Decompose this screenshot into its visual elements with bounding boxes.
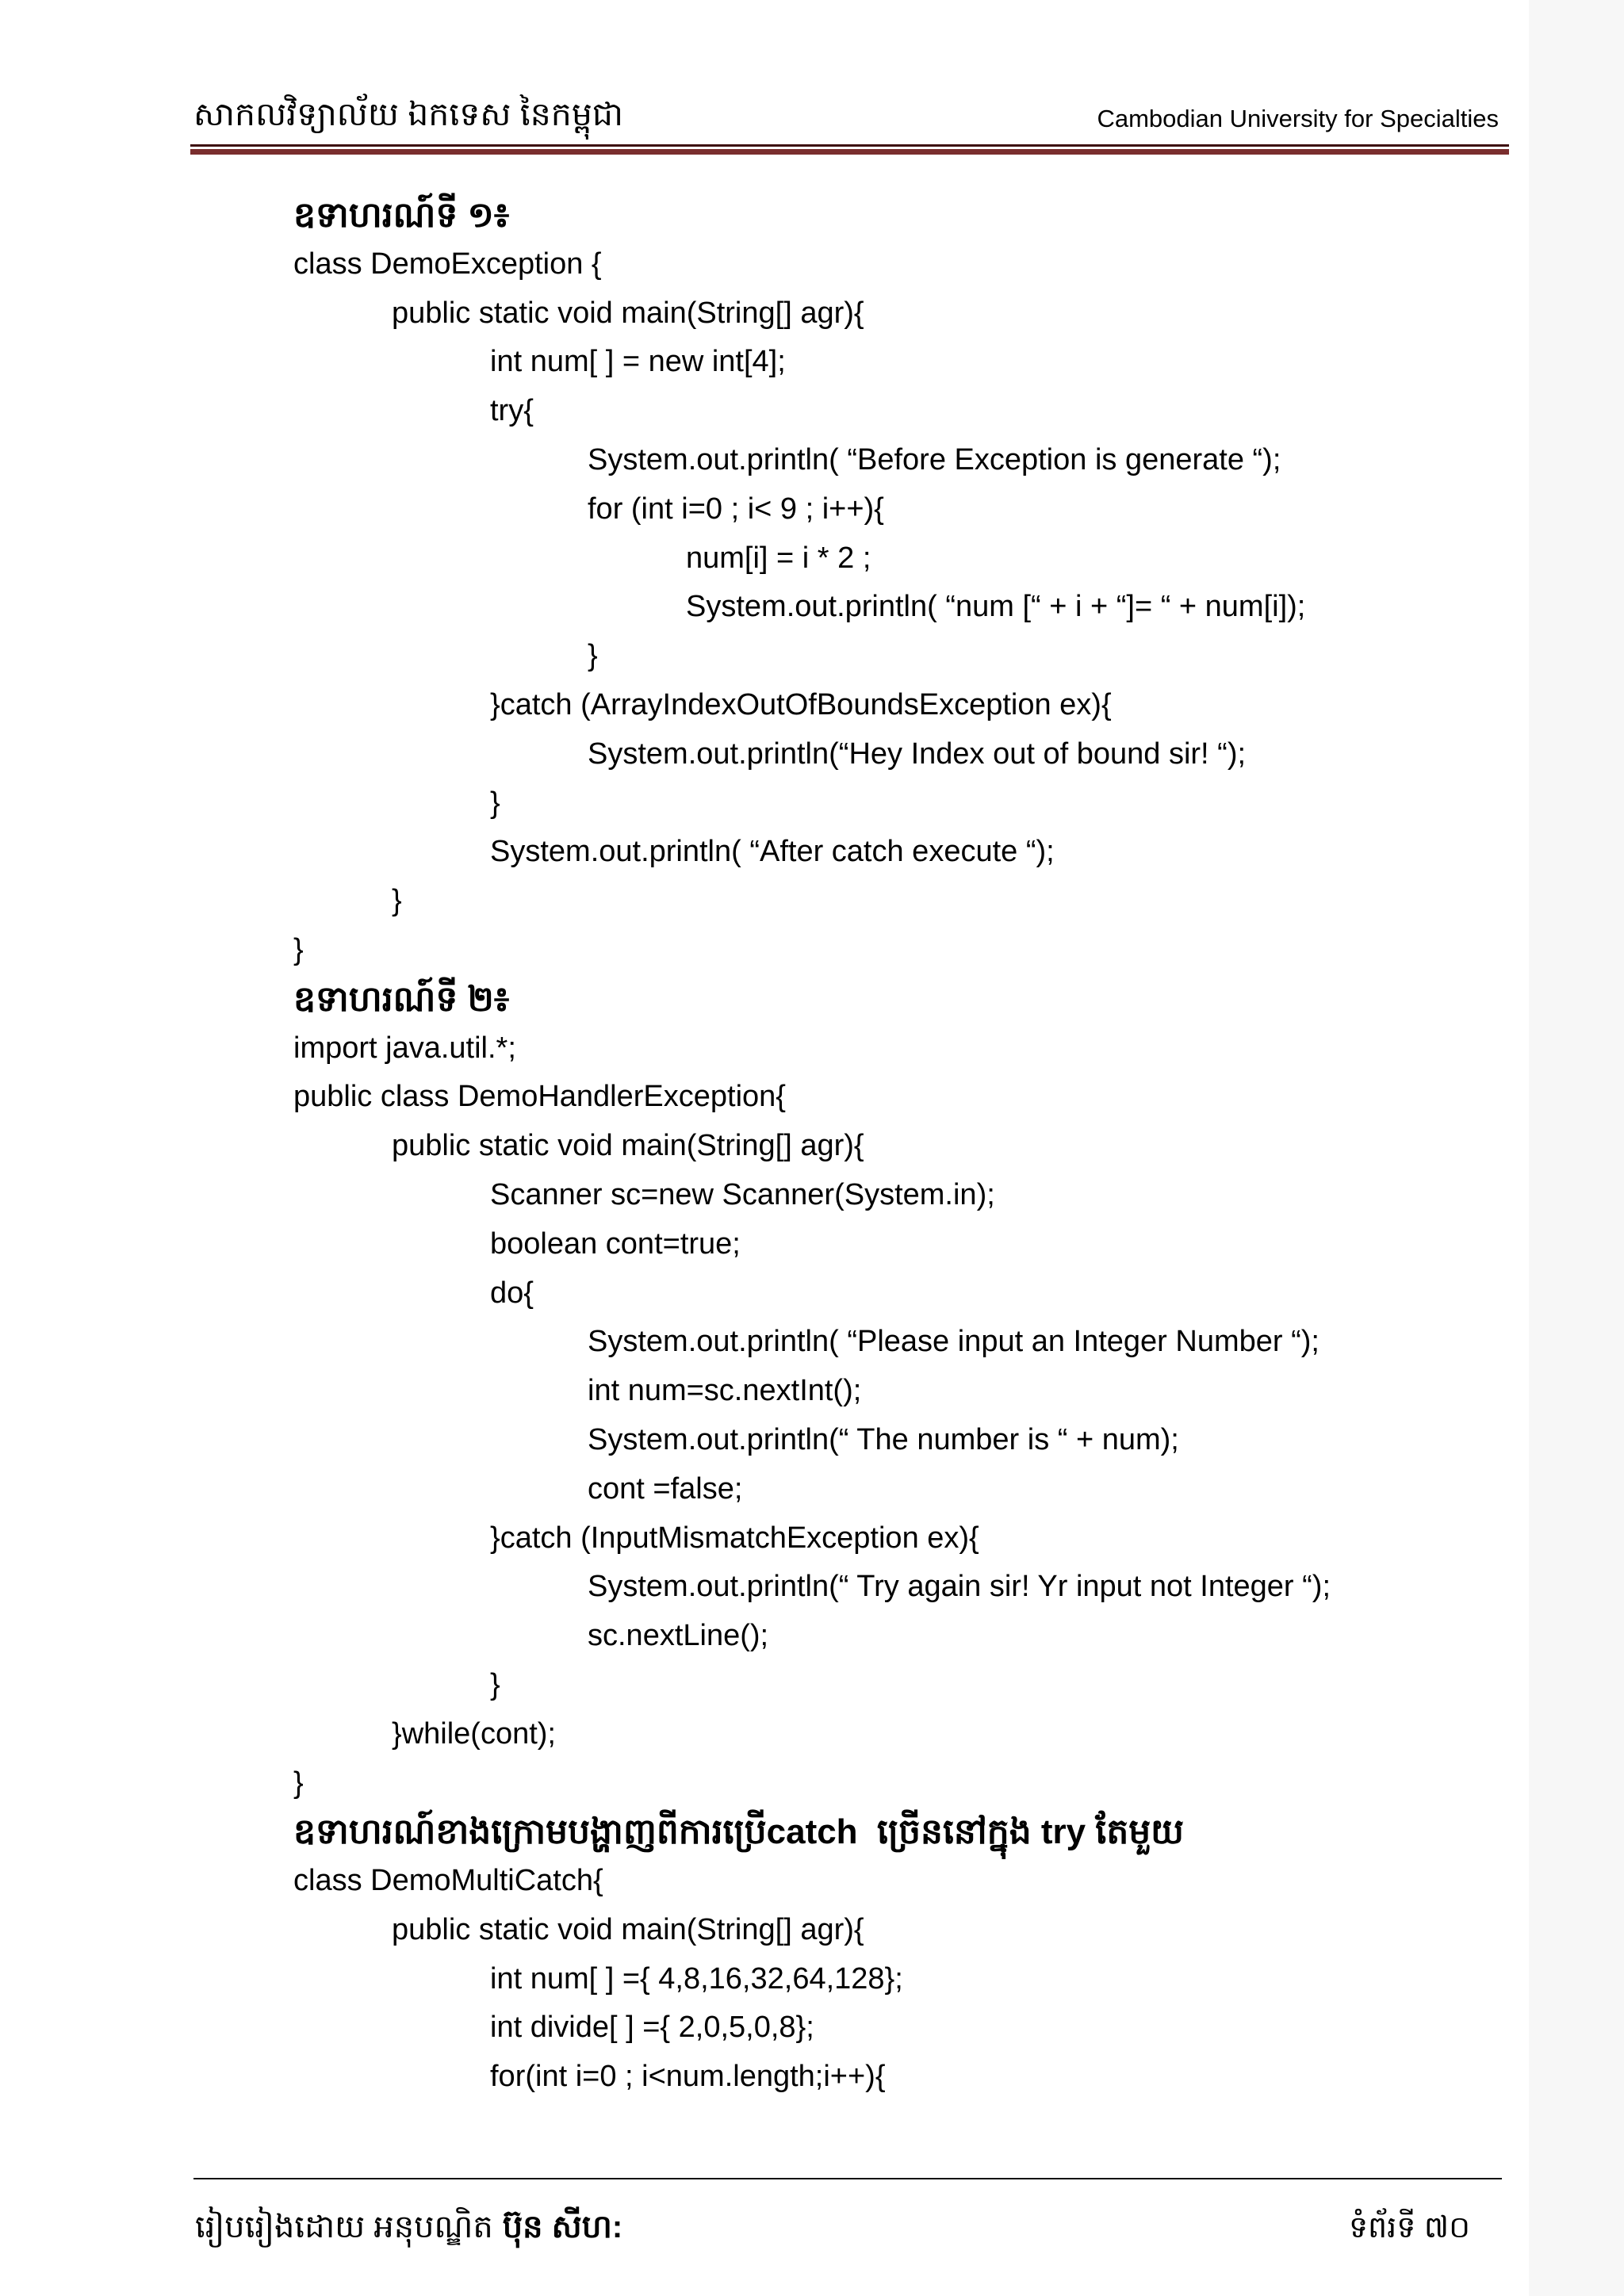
page-number: ទំព័រទី ៧០	[1348, 2211, 1470, 2244]
university-name-khmer: សាកលវិទ្យាល័យ ឯកទេស នៃកម្ពុជា	[193, 96, 623, 132]
example-heading: ឧទាហរណ៍ខាងក្រោមបង្ហាញពីការប្រើcatch ច្រើននៅក្នុង try តែមួយ	[293, 1812, 1185, 1852]
code-line: public static void main(String[] agr){	[392, 1912, 864, 1946]
code-line: }	[293, 932, 304, 966]
university-name-english: Cambodian University for Specialties	[1097, 105, 1499, 132]
code-line: System.out.println( “Please input an Integer Number “);	[588, 1325, 1320, 1359]
code-line: boolean cont=true;	[490, 1226, 741, 1261]
code-line: }catch (ArrayIndexOutOfBoundsException ex){	[490, 687, 1112, 721]
code-line: System.out.println(“ Try again sir! Yr input not Integer “);	[588, 1570, 1331, 1604]
footer-prepared-by: រៀបរៀងដោយ អនុបណ្ឌិត	[195, 2210, 493, 2244]
code-line: System.out.println( “After catch execute “);	[490, 835, 1055, 869]
header-rule-thick	[190, 149, 1509, 155]
code-line: cont =false;	[588, 1471, 743, 1506]
code-line: for(int i=0 ; i<num.length;i++){	[490, 2060, 886, 2094]
code-line: import java.util.*;	[293, 1031, 516, 1065]
example-heading: ឧទាហរណ៍ទី ១៖	[293, 196, 510, 235]
code-line: num[i] = i * 2 ;	[686, 541, 871, 575]
code-line: System.out.println( “Before Exception is generate “);	[588, 442, 1281, 476]
footer-credit	[195, 2207, 622, 2247]
code-line: for (int i=0 ; i< 9 ; i++){	[588, 492, 884, 526]
code-line: Scanner sc=new Scanner(System.in);	[490, 1177, 995, 1211]
code-line: System.out.println( “num [“ + i + “]= “ + num[i]);	[686, 590, 1306, 624]
code-line: }while(cont);	[392, 1716, 556, 1751]
page-edge-shade	[1529, 0, 1624, 2296]
footer-rule	[193, 2178, 1502, 2179]
code-line: }	[293, 1766, 304, 1800]
footer-author: ប៊ុន សីហ:	[502, 2210, 623, 2244]
code-line: }	[392, 884, 402, 918]
code-line: }catch (InputMismatchException ex){	[490, 1521, 979, 1555]
code-line: }	[490, 1667, 500, 1701]
header-rule-thin	[190, 144, 1509, 147]
code-line: public static void main(String[] agr){	[392, 296, 864, 330]
code-line: int divide[ ] ={ 2,0,5,0,8};	[490, 2011, 814, 2045]
code-line: }	[588, 639, 598, 673]
code-line: public class DemoHandlerException{	[293, 1080, 786, 1114]
code-line: int num[ ] ={ 4,8,16,32,64,128};	[490, 1961, 903, 1996]
code-line: System.out.println(“Hey Index out of bound sir! “);	[588, 737, 1247, 771]
code-line: class DemoException {	[293, 247, 602, 281]
code-line: try{	[490, 394, 534, 428]
code-line: System.out.println(“ The number is “ + num);	[588, 1422, 1179, 1456]
code-line: }	[490, 786, 500, 820]
code-line: int num[ ] = new int[4];	[490, 345, 786, 379]
code-line: do{	[490, 1276, 534, 1310]
page-body	[293, 191, 1499, 2102]
code-line: int num=sc.nextInt();	[588, 1374, 862, 1408]
code-line: public static void main(String[] agr){	[392, 1129, 864, 1163]
code-line: class DemoMultiCatch{	[293, 1864, 603, 1898]
code-line: sc.nextLine();	[588, 1619, 769, 1653]
example-heading: ឧទាហរណ៍ទី ២៖	[293, 979, 510, 1019]
